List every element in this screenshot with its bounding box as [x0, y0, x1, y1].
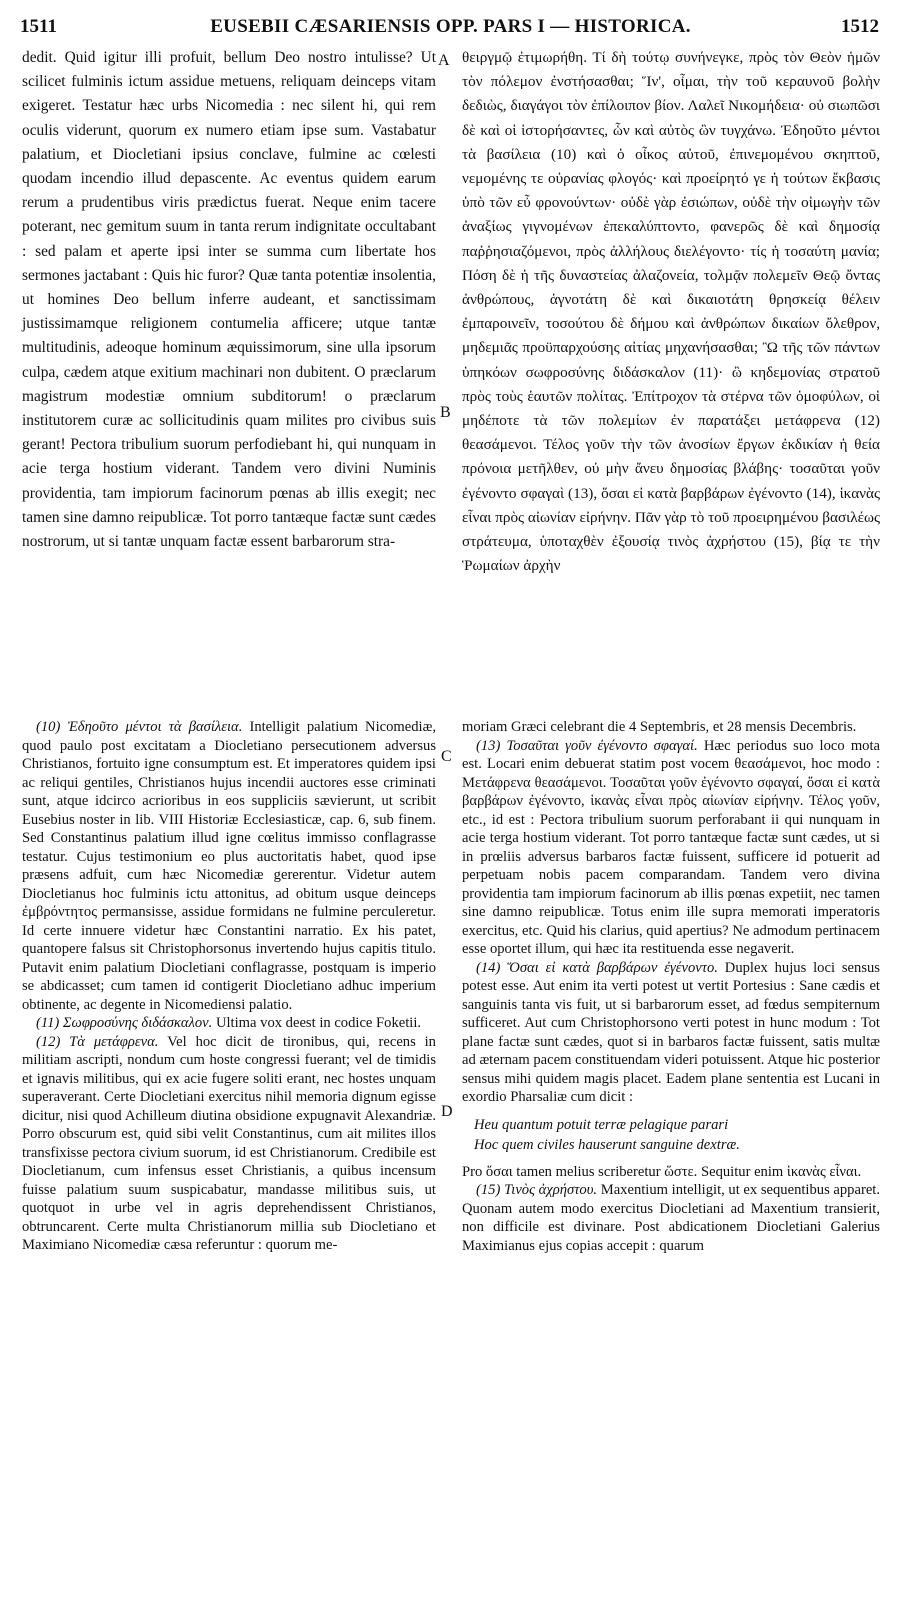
footnote-14: (14) Ὅσαι εἰ κατὰ βαρβάρων ἐγένοντο. Duplex hujus loci sensus potest esse. Aut enim ita verti potest ut vertit Portesius : Sane cædis et sanguinis tanta vis fuit, ut si barbarorum esset, ad fœdus sempiternum sufficeret. Aut cum Christophorsono verti potest in hunc modum : Tot plane factæ sunt cædes, quot si in barbaros factæ fuissent, satis multæ ad æternam pacem constituendam videri potuissent. Atque hic posterior sensus mihi quidem magis placet. Eadem plane sententia est Lucani in exordio Pharsaliæ cum dicit :	[462, 959, 880, 1105]
page-number-left: 1511	[20, 16, 57, 37]
running-title: EUSEBII CÆSARIENSIS OPP. PARS I — HISTORICA.	[210, 16, 691, 37]
quote-line-2: Hoc quem civiles hauserunt sanguine dextræ.	[474, 1136, 740, 1153]
lucan-quotation	[474, 1115, 880, 1155]
running-header	[0, 16, 901, 46]
footnotes-right-column	[462, 718, 880, 1255]
margin-letter-c: C	[441, 748, 452, 765]
footnote-11: (11) Σωφροσύνης διδάσκαλον. Ultima vox deest in codice Foketii.	[36, 1015, 422, 1031]
footnote-14-continued: Pro ὅσαι tamen melius scriberetur ὥστε. Sequitur enim ἱκανὰς εἶναι.	[462, 1163, 862, 1180]
margin-letter-d: D	[441, 1103, 453, 1120]
footnote-13: (13) Τοσαῦται γοῦν ἐγένοντο σφαγαί. Hæc periodus suo loco mota est. Locari enim debuerat statim post vocem θεασάμενοι, hoc modo : Μετάφρενα θεασάμενοι. Τοσαῦται γοῦν ἐγένοντο σφαγαί, ὅσαι εἰ κατὰ βαρβάρων ἐγένοντο, ἱκανὰς εἶναι πρὸς αἰωνίαν εἰρήνην. Τέλος γοῦν, etc., id est : Pectora tribulium suorum perforabant ii qui nunquam in acie terga hostium viderant. Tot porro tantæque factæ sunt cædes, ut si in prœliis adversus barbaros factæ fuissent, sufficere id potuerit ad perpetuam nobis pacem comparandam. Tandem vero divina providentia tam impiorum facinorum ab illis pœnas expetiit, nec tamen sine damno reipublicæ. Totus enim ille supra memorati imperatoris exercitus, etc. Quid his clarius, quid apertius? Ne admodum pertinacem esse oportet illum, qui hæc ita restituenda esse negaverit.	[462, 737, 880, 957]
page-number-right: 1512	[841, 16, 879, 37]
latin-main-text: dedit. Quid igitur illi profuit, bellum Deo nostro intulisse? Ut scilicet fulminis ictum assidue metuens, reliquam deinceps vitam exigeret. Testatur hæc urbs Nicomedia : nec silent hi, qui rem oculis viderunt, quorum ex numero etiam ipse sum. Vastabatur palatium, et Diocletiani ipsius conclave, fulmine ac cœlesti quodam incendio illud depascente. Ac eventus quidem earum rerum a prudentibus viris prædictus fuerat. Neque enim tacere poterant, nec gemitum suum in tanta rerum indignitate occultabant : sed palam et aperte ipsi inter se summa cum libertate hos sermones jactabant : Quis hic furor? Quæ tanta potentiæ insolentia, ut homines Deo bellum inferre audeant, et sanctissimam justissimamque religionem contumelia afficere; utque tantæ multitudinis, adeoque hominum æquissimorum, sine ulla ipsorum culpa, cædem atque exitium machinari non dubitent. O præclarum magistrum modestiæ omnium subditorum! o præclarum institutorem curæ ac sollicitudinis quam milites pro civibus suis gerant! Pectora tribulium suorum perfodiebant hi, qui nunquam in acie terga hostium viderant. Tandem vero divini Numinis providentia, tam impiorum facinorum pœnas ab illis exegit; nec tamen sine damno reipublicæ. Tot porro tantæque factæ sunt cædes nostrorum, ut si tantæ unquam factæ essent barbarorum stra-	[22, 49, 436, 551]
footnote-15: (15) Τινὸς ἀχρήστου. Maxentium intelligit, ut ex sequentibus apparet. Quonam autem modo exercitus Diocletiani ad Maxentium transierit, non difficile est divinare. Post abdicationem Diocletiani Galerius Maximianus ejus copias accepit : quarum	[462, 1182, 880, 1254]
greek-main-text: θειργμῷ ἐτιμωρήθη. Τί δὴ τούτῳ συνήνεγκε, πρὸς τὸν Θεὸν ἡμῶν τὸν πόλεμον ἐνστήσασθαι; Ἵν', οἶμαι, τὴν τοῦ κεραυνοῦ βολὴν δεδιὼς, διαγάγοι τὸν ἐπίλοιπον βίον. Λαλεῖ Νικομήδεια· οὐ σιωπῶσι δὲ καὶ οἱ ἱστορήσαντες, ὧν καὶ αὐτὸς ὢν τυγχάνω. Ἐδηοῦτο μέντοι τὰ βασίλεια (10) καὶ ὁ οἶκος αὐτοῦ, ἐπινεμομένου σκηπτοῦ, νεμομένης τε οὐρανίας φλογός· καὶ προείρητό γε ἡ τούτων ἔκβασις ὑπὸ τῶν εὖ φρονούντων· οὐδὲ γὰρ ἐσιώπων, οὐδὲ τὴν οἰμωγὴν τῶν ἀναξίως γιγνομένων ἐπεκαλύπτοντο, φανερῶς δὲ καὶ δημοσίᾳ παῤῥησιαζόμενοι, πρὸς ἀλλήλους διελέγοντο· τίς ἡ τοσαύτη μανία; Πόση δὲ ἡ τῆς δυναστείας ἀλαζονεία, τολμᾷν πολεμεῖν Θεῷ ὄντας ἀνθρώπους, ἁγνοτάτη δὲ καὶ δικαιοτάτη θρησκείᾳ θέλειν ἐμπαροινεῖν, τοσούτου δὲ δήμου καὶ ἀνθρώπων δικαίων ὄλεθρον, μηδεμιᾶς προϋπαρχούσης αἰτίας μηχανήσασθαι; Ὢ τῆς τῶν πάντων ὑπηκόων σωφροσύνης διδάσκαλον (11)· ὢ κηδεμονίας στρατοῦ πρὸς τοὺς ἑαυτῶν πολίτας. Ἐπίτροχον τὰ στέρνα τῶν ὁμοφύλων, οἱ μηδέποτε τὰ τῶν πολεμίων ἐν παρατάξει μετάφρενα (12) θεασάμενοι. Τέλος γοῦν τὴν τῶν ἀνοσίων ἔργων ἐκδικίαν ἡ θεία πρόνοια μετῆλθεν, οὐ μὴν ἄνευ δημοσίας βλάβης· τοσαῦται γοῦν ἐγένοντο σφαγαὶ (13), ὅσαι εἰ κατὰ βαρβάρων ἐγένοντο (14), ἱκανὰς εἶναι πρὸς αἰωνίαν εἰρήνην. Πᾶν γὰρ τὸ τοῦ προειρημένου βασιλέως στράτευμα, ὑποταχθὲν ἐξουσίᾳ τινὸς ἀχρήστου (15), βίᾳ τε τὴν Ῥωμαίων ἀρχὴν	[462, 49, 880, 575]
margin-letter-b: B	[440, 404, 451, 421]
footnotes-left-column	[22, 718, 436, 1255]
footnote-10: (10) Ἐδηοῦτο μέντοι τὰ βασίλεια. Intelligit palatium Nicomediæ, quod paulo post excitatam a Diocletiano persecutionem adversus Christianos, fortuito igne consumptum est. Et imperatores quidem ipsi ac reliqui gentiles, Christianos hujus incendii auctores esse criminati sunt, atque idcirco acrioribus in eos suppliciis sævierunt, ut scribit Eusebius noster in lib. VIII Historiæ Ecclesiasticæ, cap. 6, sub finem. Sed Constantinus palatium illud igne cœlitus immisso conflagrasse testatur. Cujus testimonium eo plus auctoritatis habet, quod ipse præsens adfuit, cum hæc Nicomediæ gererentur. Videtur autem Diocletianus hoc fulminis ictu attonitus, ad obitum usque deinceps ἐμβρόντητος permansisse, assidue formidans ne fulmine perculeretur. Id certe innuere videtur hæc Constantini narratio. Ex his patet, quantopere falsus sit Christophorsonus invertendo hujus capitis titulo. Putavit enim palatium Diocletiani conflagrasse, postquam is imperio se abdicasset; cum tamen id contigerit Diocletiano adhuc imperium obtinente, ac degente in Nicomediensi palatio.	[22, 719, 436, 1013]
quote-line-1: Heu quantum potuit terræ pelagique parari	[474, 1116, 729, 1133]
margin-letter-a: A	[438, 52, 450, 69]
footnote-12-continued: moriam Græci celebrant die 4 Septembris, et 28 mensis Decembris.	[462, 719, 857, 735]
footnote-12: (12) Τὰ μετάφρενα. Vel hoc dicit de tironibus, qui, recens in militiam ascripti, nondum cum hoste congressi fuerant; vel de timidis et ignavis militibus, qui ex acie fugere soliti erant, nec hostes unquam superaverant. Certe Diocletiani exercitus nihil memoria dignum egisse dicitur, nisi quod Achilleum diutina obsidione expugnavit Alexandriæ. Porro obscurum est, quid sibi velit Constantinus, cum ait milites illos transfixisse pectora civium suorum, id est Christianorum. Credibile est Diocletianum, cum infensus esset Christianis, a quibus incensum fuisse palatium suum suspicabatur, mandasse militibus suis, ut quotquot in urbe vel in agris deprehendissent Christianos, obtruncarent. Certe multa Christianorum millia sub Diocletiano et Maximiano Nicomediæ cæsa referuntur : quorum me-	[22, 1033, 436, 1253]
